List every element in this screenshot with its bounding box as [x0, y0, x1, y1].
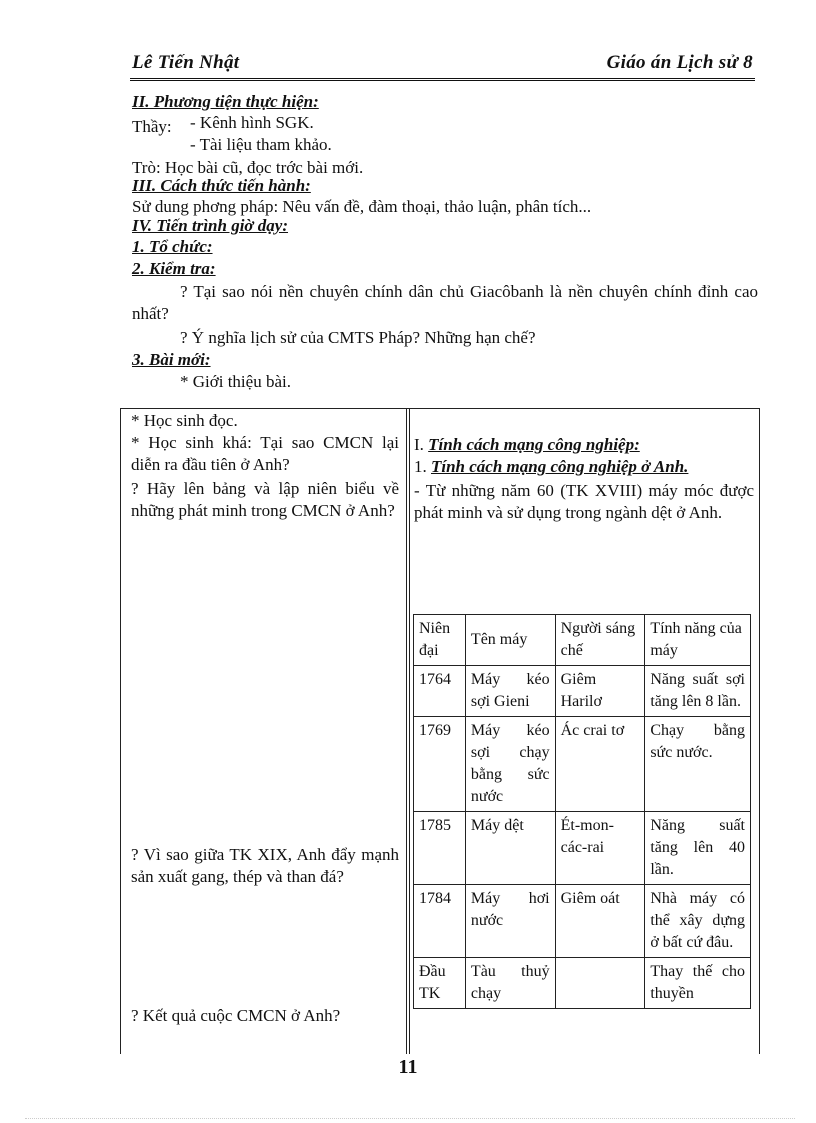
- activity-question-result: ? Kết quả cuộc CMCN ở Anh?: [131, 1006, 341, 1025]
- activity-question-timeline: ? Hãy lên bảng và lập niên biểu về những phát minh trong CMCN ở Anh?: [131, 479, 399, 520]
- content-heading-1-text: Tính cách mạng công nghiệp:: [428, 435, 640, 454]
- cell-inventor: Giêm oát: [555, 885, 645, 958]
- teacher-item-1: - Kênh hình SGK.: [190, 113, 314, 132]
- cell-inventor: Ác crai tơ: [555, 717, 645, 812]
- activity-read: * Học sinh đọc.: [131, 411, 238, 430]
- table-header-row: [414, 615, 751, 666]
- table-row: [414, 885, 751, 958]
- activity-question-why-england: * Học sinh khá: Tại sao CMCN lại diễn ra đầu tiên ở Anh?: [131, 433, 399, 474]
- col-header-feature: Tính năng của máy: [645, 615, 751, 666]
- student-line: Trò: Học bài cũ, đọc trớc bài mới.: [132, 158, 364, 177]
- table-divider-2: [409, 408, 410, 1054]
- section-4-title: IV. Tiến trình giờ dạy:: [132, 216, 289, 235]
- content-heading-2-text: Tính cách mạng công nghiệp ở Anh.: [431, 457, 689, 476]
- teacher-label: Thầy:: [132, 117, 172, 136]
- cell-year: 1769: [414, 717, 466, 812]
- cell-feature: Năng suất tăng lên 40 lần.: [645, 812, 751, 885]
- table-border-left: [120, 408, 121, 1054]
- subsection-2: 2. Kiểm tra:: [132, 259, 216, 278]
- section-2-title: II. Phương tiện thực hiện:: [132, 92, 319, 111]
- cell-machine: Máy kéo sợi chạy bằng sức nước: [465, 717, 555, 812]
- cell-inventor: Ét-mon-các-rai: [555, 812, 645, 885]
- content-heading-1: [414, 434, 754, 456]
- subsection-3: 3. Bài mới:: [132, 350, 211, 369]
- content-heading-1-prefix: I.: [414, 435, 429, 454]
- section-3-title: III. Cách thức tiến hành:: [132, 176, 311, 195]
- table-border-right: [759, 408, 760, 1054]
- table-row: [414, 958, 751, 1009]
- inventions-table: [413, 614, 751, 1009]
- table-divider-1: [406, 408, 407, 1054]
- cell-year: 1784: [414, 885, 466, 958]
- content-heading-2: [414, 456, 754, 478]
- author-name: Lê Tiến Nhật: [132, 52, 240, 73]
- lesson-intro: * Giới thiệu bài.: [180, 372, 291, 391]
- col-header-machine: Tên máy: [465, 615, 555, 666]
- page-header: [130, 52, 755, 81]
- table-row: [414, 717, 751, 812]
- document-title: Giáo án Lịch sử 8: [606, 52, 753, 73]
- cell-machine: Tàu thuỷ chạy: [465, 958, 555, 1009]
- content-paragraph: - Từ những năm 60 (TK XVIII) máy móc được phát minh và sử dụng trong ngành dệt ở Anh.: [414, 481, 754, 522]
- table-row: [414, 812, 751, 885]
- page-number: 11: [398, 1056, 418, 1078]
- cell-year: 1785: [414, 812, 466, 885]
- cell-feature: Năng suất sợi tăng lên 8 lần.: [645, 666, 751, 717]
- cell-feature: Nhà máy có thể xây dựng ở bất cứ đâu.: [645, 885, 751, 958]
- review-question-1: ? Tại sao nói nền chuyên chính dân chủ Giacôbanh là nền chuyên chính đỉnh cao nhất?: [132, 282, 758, 323]
- cell-inventor: Giêm Harilơ: [555, 666, 645, 717]
- teacher-item-2: - Tài liệu tham khảo.: [190, 135, 332, 154]
- cell-year: 1764: [414, 666, 466, 717]
- cell-feature: Thay thế cho thuyền: [645, 958, 751, 1009]
- cell-machine: Máy kéo sợi Gieni: [465, 666, 555, 717]
- cell-machine: Máy hơi nước: [465, 885, 555, 958]
- subsection-1: 1. Tổ chức:: [132, 237, 213, 256]
- cell-inventor: [555, 958, 645, 1009]
- cell-machine: Máy dệt: [465, 812, 555, 885]
- page-bottom-border: [25, 1118, 795, 1119]
- method-line: Sử dung phơng pháp: Nêu vấn đề, đàm thoại, thảo luận, phân tích...: [132, 197, 592, 216]
- table-row: [414, 666, 751, 717]
- cell-feature: Chạy bằng sức nước.: [645, 717, 751, 812]
- activity-question-iron-steel: ? Vì sao giữa TK XIX, Anh đẩy mạnh sản xuất gang, thép và than đá?: [131, 845, 399, 886]
- col-header-year: Niên đại: [414, 615, 466, 666]
- col-header-inventor: Người sáng chế: [555, 615, 645, 666]
- content-heading-2-prefix: 1.: [414, 457, 431, 476]
- cell-year: Đầu TK: [414, 958, 466, 1009]
- review-question-2: ? Ý nghĩa lịch sử của CMTS Pháp? Những hạn chế?: [180, 328, 536, 347]
